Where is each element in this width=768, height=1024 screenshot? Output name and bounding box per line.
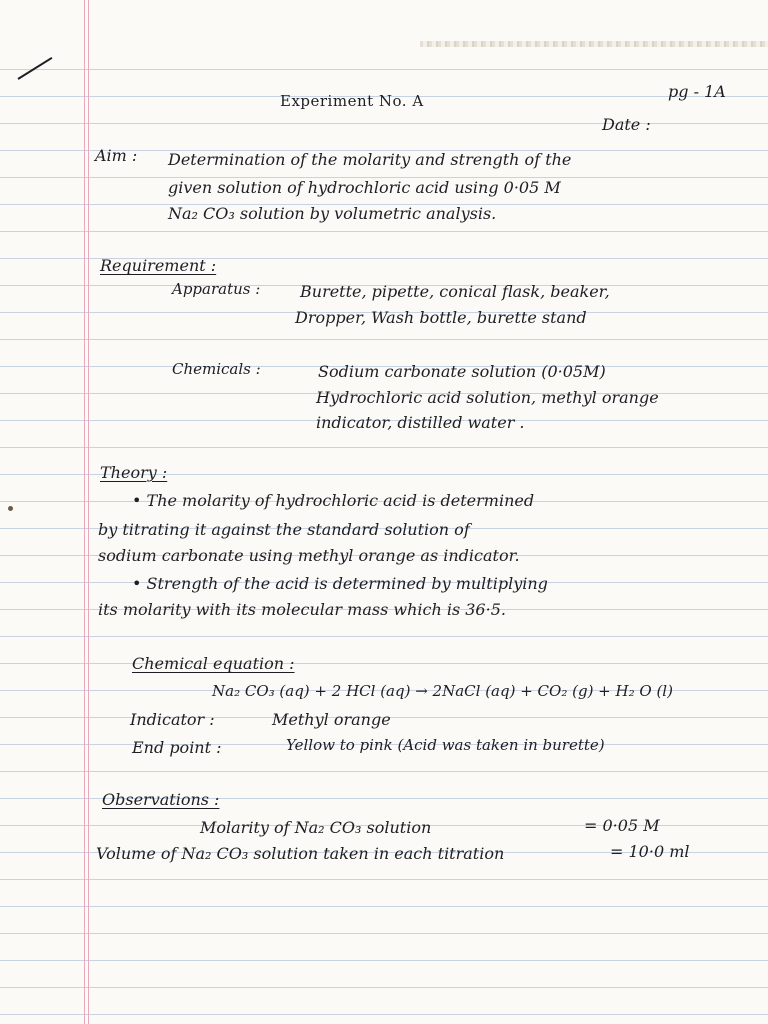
molarity-value: = 0·05 M — [584, 816, 660, 835]
endpoint-label: End point : — [132, 738, 222, 757]
apparatus-label: Apparatus : — [172, 280, 261, 298]
punch-mark — [8, 506, 13, 511]
chemical-equation-label: Chemical equation : — [132, 654, 295, 673]
endpoint-value: Yellow to pink (Acid was taken in burette) — [286, 736, 605, 754]
indicator-value: Methyl orange — [272, 710, 391, 729]
page-number: pg - 1A — [668, 82, 726, 101]
indicator-label: Indicator : — [130, 710, 215, 729]
date-label: Date : — [602, 115, 651, 134]
requirement-heading: Requirement : — [100, 256, 217, 275]
theory-line-5: its molarity with its molecular mass which is 36·5. — [98, 600, 506, 619]
volume-label: Volume of Na₂ CO₃ solution taken in each titration — [96, 844, 505, 863]
theory-line-1: • The molarity of hydrochloric acid is determined — [132, 491, 535, 510]
chemicals-line-3: indicator, distilled water . — [316, 413, 525, 432]
chemicals-label: Chemicals : — [172, 360, 261, 378]
chemicals-line-1: Sodium carbonate solution (0·05M) — [318, 362, 606, 381]
pen-slash-mark — [17, 57, 52, 80]
aim-line-2: given solution of hydrochloric acid using 0·05 M — [168, 178, 561, 197]
chemical-equation: Na₂ CO₃ (aq) + 2 HCl (aq) → 2NaCl (aq) + CO₂ (g) + H₂ O (l) — [212, 682, 673, 700]
aim-line-3: Na₂ CO₃ solution by volumetric analysis. — [168, 204, 497, 223]
margin-line-right — [88, 0, 89, 1024]
observations-heading: Observations : — [102, 790, 220, 809]
theory-line-3: sodium carbonate using methyl orange as indicator. — [98, 546, 520, 565]
torn-edge — [420, 41, 768, 47]
molarity-label: Molarity of Na₂ CO₃ solution — [200, 818, 432, 837]
theory-heading: Theory : — [100, 463, 168, 482]
theory-line-2: by titrating it against the standard solution of — [98, 520, 470, 539]
aim-line-1: Determination of the molarity and strength of the — [168, 150, 572, 169]
margin-line-left — [84, 0, 85, 1024]
page-top-margin — [0, 0, 768, 46]
aim-label: Aim : — [95, 146, 138, 165]
chemicals-line-2: Hydrochloric acid solution, methyl orange — [316, 388, 659, 407]
experiment-title: Experiment No. A — [280, 92, 424, 110]
volume-value: = 10·0 ml — [610, 842, 690, 861]
theory-line-4: • Strength of the acid is determined by multiplying — [132, 574, 548, 593]
apparatus-line-1: Burette, pipette, conical flask, beaker, — [300, 282, 610, 301]
apparatus-line-2: Dropper, Wash bottle, burette stand — [295, 308, 587, 327]
